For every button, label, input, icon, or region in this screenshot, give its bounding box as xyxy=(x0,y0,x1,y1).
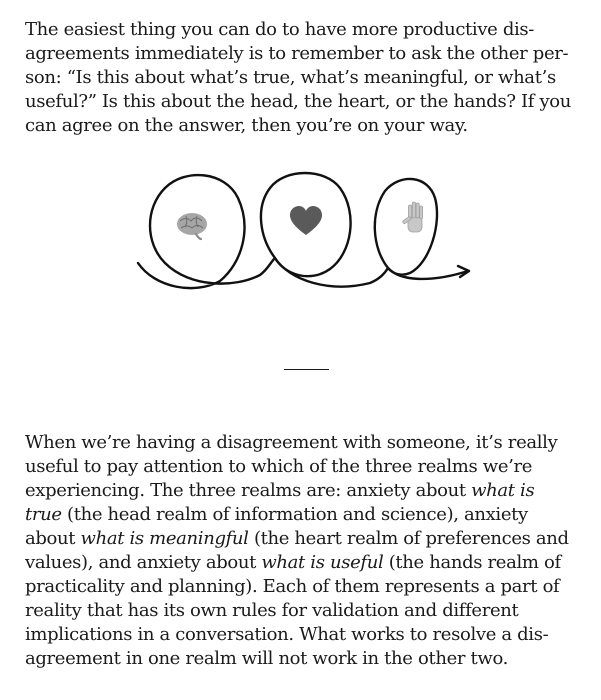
text-line: useful?” Is this about the head, the heart, or the hands? If you xyxy=(25,91,572,112)
text-line xyxy=(25,503,585,527)
emphasis-text: what is meaningful xyxy=(80,528,249,549)
text-fragment: values), and anxiety about xyxy=(25,552,262,573)
text-line: The easiest thing you can do to have more productive dis- xyxy=(25,19,535,40)
text-fragment: (the head realm of information and science), anxiety xyxy=(61,504,528,525)
emphasis-text: what is useful xyxy=(261,552,384,573)
text-line: agreements immediately is to remember to ask the other per- xyxy=(25,43,569,64)
text-line: agreement in one realm will not work in the other two. xyxy=(25,648,508,669)
text-fragment: about xyxy=(25,528,81,549)
text-line: When we’re having a disagreement with someone, it’s really xyxy=(25,432,558,453)
text-fragment: (the heart realm of preferences and xyxy=(248,528,569,549)
text-line: implications in a conversation. What works to resolve a dis- xyxy=(25,624,549,645)
hand-icon xyxy=(402,202,422,232)
text-line: practicality and planning). Each of them represents a part of xyxy=(25,576,560,597)
emphasis-text: true xyxy=(25,504,62,525)
text-line: useful to pay attention to which of the three realms we’re xyxy=(25,456,533,477)
intro-paragraph xyxy=(25,18,585,138)
text-fragment: (the hands realm of xyxy=(383,552,561,573)
brain-icon xyxy=(177,213,207,239)
text-line: son: “Is this about what’s true, what’s meaningful, or what’s xyxy=(25,67,556,88)
realms-paragraph xyxy=(25,431,585,671)
text-line xyxy=(25,479,585,503)
text-line: can agree on the answer, then you’re on your way. xyxy=(25,115,468,136)
head-heart-hands-illustration xyxy=(130,163,475,308)
heart-icon xyxy=(290,206,322,235)
text-line xyxy=(25,527,585,551)
text-line xyxy=(25,551,585,575)
text-line: reality that has its own rules for validation and different xyxy=(25,600,519,621)
text-fragment: experiencing. The three realms are: anxiety about xyxy=(25,480,472,501)
emphasis-text: what is xyxy=(471,480,535,501)
section-divider xyxy=(284,369,329,370)
